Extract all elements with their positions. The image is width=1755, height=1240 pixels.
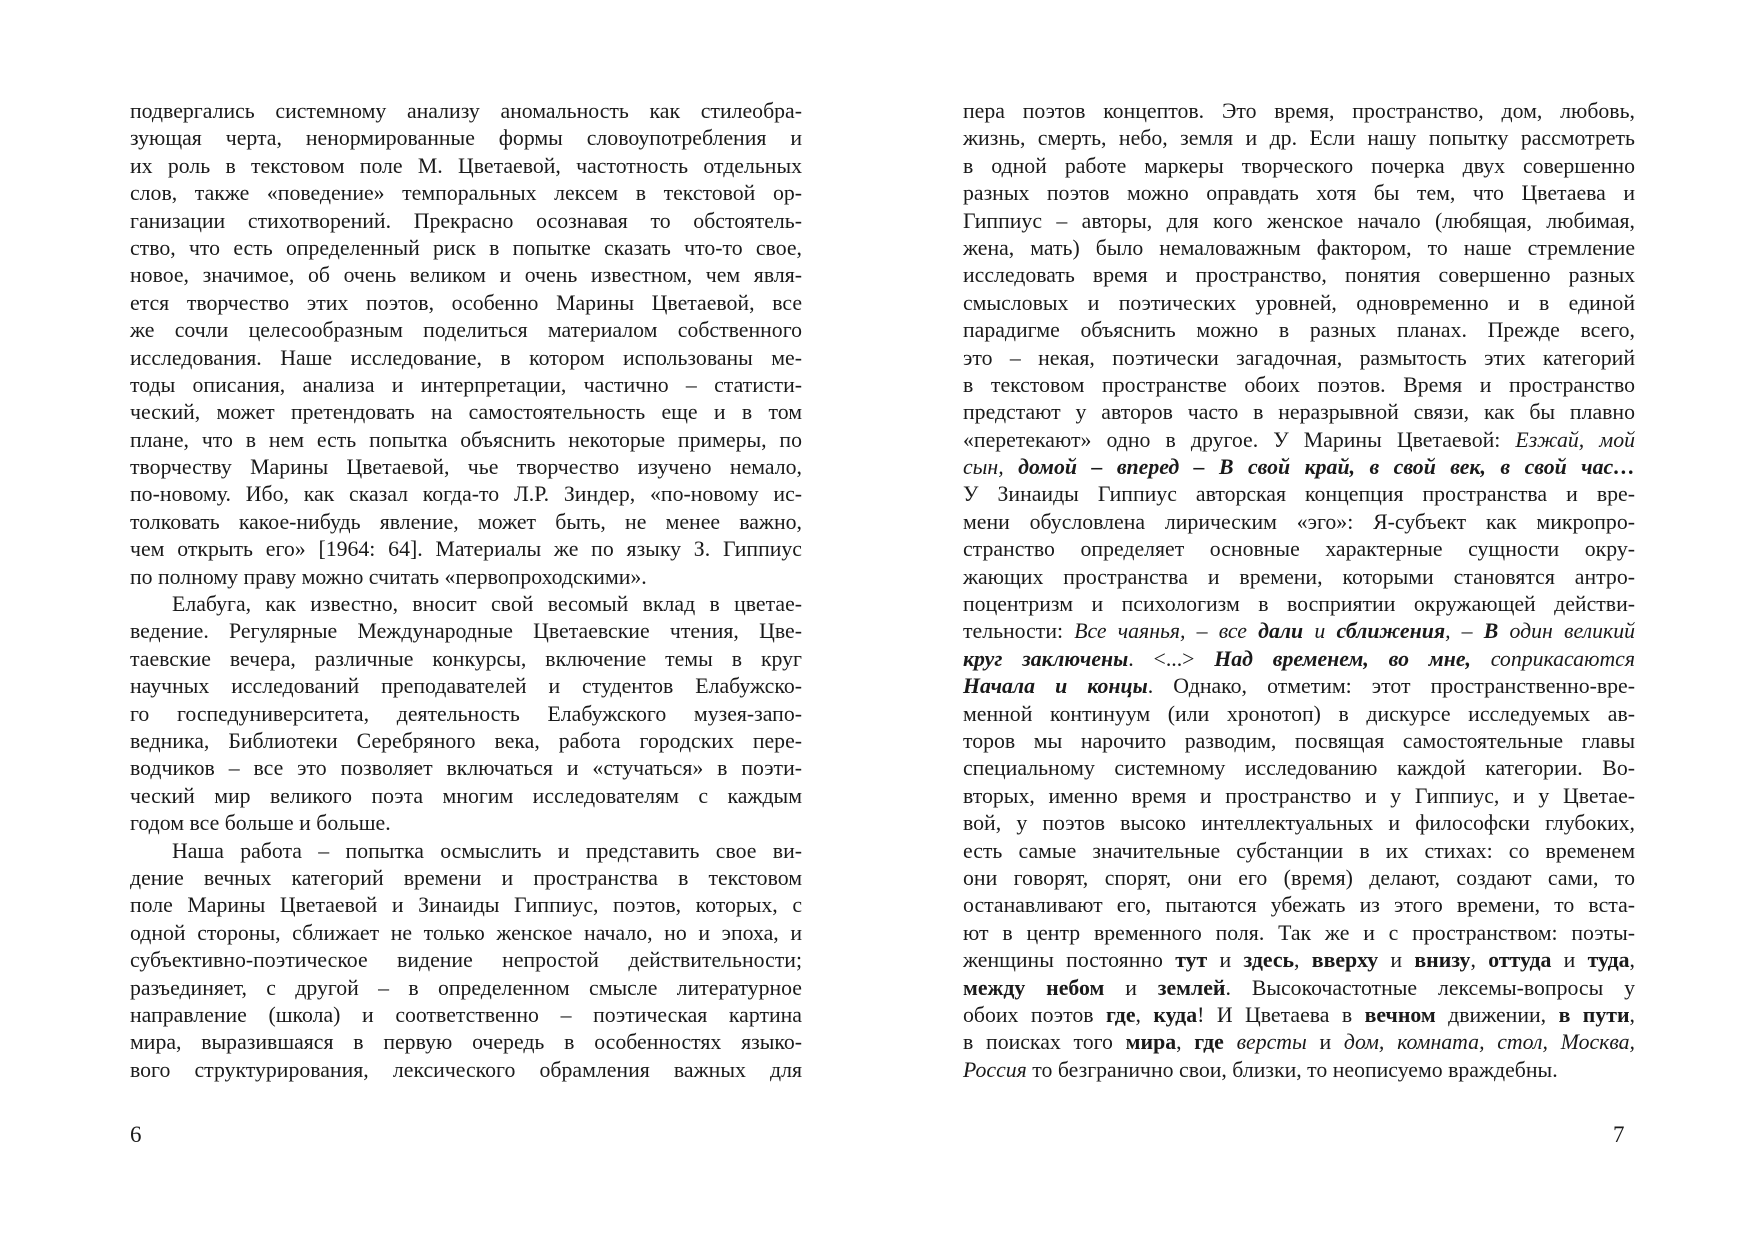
text-run: «перетекают» одно в другое. У Марины Цветаевой: [963, 427, 1516, 452]
text-run: женщины постоянно [963, 948, 1176, 973]
bold-word: землей [1157, 975, 1226, 1000]
text-run: обоих поэтов [963, 1002, 1106, 1027]
text-line: исследования. Наше исследование, в котором использованы ме- [130, 345, 802, 370]
text-run: то безгранично свои, близки, то неописуемо враждебны. [1026, 1057, 1558, 1082]
text-line: толковать какое-нибудь явление, может быть, не менее важно, [130, 509, 802, 534]
text-line [963, 1057, 1635, 1084]
bold-word: мира [1125, 1030, 1177, 1055]
text-line: останавливают его, пытаются убежать из этого времени, то вста- [963, 893, 1635, 918]
quote-run: сын, [963, 455, 1019, 480]
text-line: подвергались системному анализу аномальность как стилеобра- [130, 99, 802, 123]
text-line: ческий мир великого поэта многим исследователям с каждым [130, 783, 802, 808]
text-line: вторых, именно время и пространство и у Гиппиус, и у Цветае- [963, 783, 1635, 808]
text-line: это – некая, поэтически загадочная, размытость этих категорий [963, 345, 1635, 370]
text-line: странство определяет основные характерные сущности окру- [963, 537, 1635, 562]
text-line: по полному праву можно считать «первопроходскими». [130, 564, 647, 589]
bold-word: здесь [1243, 948, 1295, 973]
bold-word: оттуда [1488, 948, 1552, 973]
italic-word: Россия [963, 1057, 1027, 1082]
text-line: жизнь, смерть, небо, земля и др. Если нашу попытку рассмотреть [963, 126, 1635, 151]
text-run: и [1306, 1030, 1344, 1055]
quote-run: один великий [1498, 619, 1635, 644]
text-line: годом все больше и больше. [130, 811, 391, 836]
bold-word: вечном [1364, 1002, 1436, 1027]
text-run: , [1294, 948, 1312, 973]
text-line: ганизации стихотворений. Прекрасно осознавая то обстоятель- [130, 208, 802, 233]
text-run: тельности: [963, 619, 1075, 644]
text-run: , [1470, 948, 1489, 973]
page-number-right: 7 [1613, 1122, 1625, 1147]
text-run: . <...> [1128, 646, 1215, 671]
text-line: новое, значимое, об очень великом и очень известном, чем явля- [130, 263, 802, 288]
quote-run: и [1303, 619, 1337, 644]
text-line: в текстовом пространстве обоих поэтов. Время и пространство [963, 372, 1635, 397]
text-line: го госпедуниверситета, деятельность Елабужского музея-запо- [130, 701, 802, 726]
text-line: Наша работа – попытка осмыслить и представить свое ви- [172, 838, 802, 863]
bold-word: между небом [963, 975, 1105, 1000]
text-line: пера поэтов концептов. Это время, пространство, дом, любовь, [963, 99, 1635, 123]
text-line: исследовать время и пространство, понятия совершенно разных [963, 263, 1635, 288]
bold-word: туда [1587, 948, 1630, 973]
text-line: вого структурирования, лексического обрамления важных для [130, 1057, 802, 1082]
text-line: поле Марины Цветаевой и Зинаиды Гиппиус, поэтов, которых, с [130, 893, 802, 918]
text-line: менной континуум (или хронотоп) в дискурсе исследуемых ав- [963, 701, 1635, 726]
text-line [963, 454, 1635, 481]
text-line [963, 975, 1635, 1002]
text-line [963, 618, 1635, 645]
text-line: парадигме объяснить можно в разных планах. Прежде всего, [963, 318, 1635, 343]
text-line: жающих пространства и времени, которыми становятся антро- [963, 564, 1635, 589]
text-line: жена, мать) было немаловажным фактором, то наше стремление [963, 235, 1635, 260]
text-run: и [1207, 948, 1244, 973]
text-line: У Зинаиды Гиппиус авторская концепция пространства и вре- [963, 482, 1635, 507]
text-line: направление (школа) и соответственно – поэтическая картина [130, 1002, 802, 1027]
text-run: , [1629, 948, 1635, 973]
text-run: и [1104, 975, 1158, 1000]
text-line [963, 1002, 1635, 1029]
text-run: . Высокочастотные лексемы-вопросы у [1225, 975, 1636, 1000]
left-page [130, 98, 802, 1084]
text-line: таевские вечера, различные конкурсы, включение темы в круг [130, 646, 802, 671]
quote-run: Все чаянья, – все [1074, 619, 1259, 644]
text-run [1224, 1030, 1237, 1054]
bold-word: тут [1175, 948, 1208, 973]
quote-run: В [1483, 619, 1499, 644]
text-line: по-новому. Ибо, как сказал когда-то Л.Р. Зиндер, «по-новому ис- [130, 482, 802, 507]
quote-run: Начала и концы [963, 674, 1148, 699]
text-line: мени обусловлена лирическим «эго»: Я-субъект как микропро- [963, 509, 1635, 534]
text-line [963, 427, 1635, 454]
bold-word: где [1105, 1002, 1136, 1027]
quote-run: круг заключены [963, 646, 1129, 671]
text-line: смысловых и поэтических уровней, одновременно и в единой [963, 290, 1635, 315]
text-line: тоды описания, анализа и интерпретации, частично – статисти- [130, 372, 802, 397]
quote-run: , – [1445, 619, 1484, 644]
text-line: субъективно-поэтическое видение непростой действительности; [130, 948, 802, 973]
text-line: их роль в текстовом поле М. Цветаевой, частотность отдельных [130, 153, 802, 178]
text-line: слов, также «поведение» темпоральных лексем в текстовой ор- [130, 181, 802, 206]
text-line [963, 947, 1635, 974]
text-line: в одной работе маркеры творческого почерка двух совершенно [963, 153, 1635, 178]
text-run: и [1551, 948, 1588, 973]
text-line: вой, у поэтов высоко интеллектуальных и философски глубоких, [963, 811, 1635, 836]
bold-word: внизу [1414, 948, 1471, 973]
text-line: ется творчество этих поэтов, особенно Марины Цветаевой, все [130, 290, 802, 315]
text-line: Елабуга, как известно, вносит свой весомый вклад в цветае- [172, 592, 802, 617]
text-line: мира, выразившаяся в первую очередь в особенностях языко- [130, 1030, 802, 1055]
bold-word: в пути [1558, 1002, 1630, 1027]
text-line: ют в центр временного поля. Так же и с пространством: поэты- [963, 920, 1635, 945]
text-run: ! И Цветаева в [1197, 1002, 1365, 1027]
text-line: зующая черта, ненормированные формы словоупотребления и [130, 126, 802, 151]
bold-word: вверху [1311, 948, 1379, 973]
italic-word: версты [1236, 1030, 1307, 1055]
right-page [963, 98, 1635, 1084]
quote-run: сближения [1336, 619, 1446, 644]
text-line: дение вечных категорий времени и пространства в текстовом [130, 865, 802, 890]
text-line: разных поэтов можно оправдать хотя бы тем, что Цветаева и [963, 181, 1635, 206]
text-line: же сочли целесообразным поделиться материалом собственного [130, 318, 802, 343]
italic-word: дом, комната, стол, Москва, [1343, 1030, 1635, 1055]
text-line [963, 1029, 1635, 1056]
quote-run: Езжай, мой [1515, 427, 1635, 452]
text-line [963, 646, 1635, 673]
quote-run: Над временем, во мне, [1214, 646, 1471, 671]
text-run: , [1135, 1002, 1154, 1027]
text-line: предстают у авторов часто в неразрывной связи, как бы плавно [963, 400, 1635, 425]
bold-word: куда [1153, 1002, 1198, 1027]
text-line: плане, что в нем есть попытка объяснить некоторые примеры, по [130, 427, 802, 452]
text-run: , [1629, 1002, 1635, 1027]
page-number-left: 6 [130, 1122, 142, 1147]
text-line: ческий, может претендовать на самостоятельность еще и в том [130, 400, 802, 425]
quote-run: дали [1258, 619, 1304, 644]
text-line: научных исследований преподавателей и студентов Елабужско- [130, 674, 802, 699]
text-line: есть самые значительные субстанции в их стихах: со временем [963, 838, 1635, 863]
text-run: . Однако, отметим: этот пространственно-вре- [1147, 674, 1635, 699]
text-line [963, 673, 1635, 700]
text-line: они говорят, спорят, они его (время) делают, создают сами, то [963, 865, 1635, 890]
text-run: , [1176, 1030, 1195, 1055]
quote-run: соприкасаются [1470, 646, 1635, 671]
text-line: творчеству Марины Цветаевой, чье творчество изучено немало, [130, 455, 802, 480]
text-line: одной стороны, сближает не только женское начало, но и эпоха, и [130, 920, 802, 945]
text-line: ведение. Регулярные Международные Цветаевские чтения, Цве- [130, 619, 802, 644]
text-run: и [1378, 948, 1415, 973]
text-run: в поисках того [963, 1030, 1126, 1055]
text-line: специальному системному исследованию каждой категории. Во- [963, 756, 1635, 781]
text-line: ство, что есть определенный риск в попытке сказать что-то свое, [130, 235, 802, 260]
bold-word: где [1194, 1030, 1224, 1055]
text-line: поцентризм и психологизм в восприятии окружающей действи- [963, 592, 1635, 617]
text-line: ведника, Библиотеки Серебряного века, работа городских пере- [130, 728, 802, 753]
text-line: торов мы нарочито разводим, посвящая самостоятельные главы [963, 728, 1635, 753]
quote-run: домой – вперед – В свой край, в свой век, в свой час… [1018, 455, 1635, 480]
text-line: водчиков – все это позволяет включаться и «стучаться» в поэти- [130, 756, 802, 781]
text-line: Гиппиус – авторы, для кого женское начало (любящая, любимая, [963, 208, 1635, 233]
text-run: движении, [1435, 1002, 1559, 1027]
text-line: разъединяет, с другой – в определенном смысле литературное [130, 975, 802, 1000]
text-line: чем открыть его» [1964: 64]. Материалы же по языку З. Гиппиус [130, 537, 802, 562]
